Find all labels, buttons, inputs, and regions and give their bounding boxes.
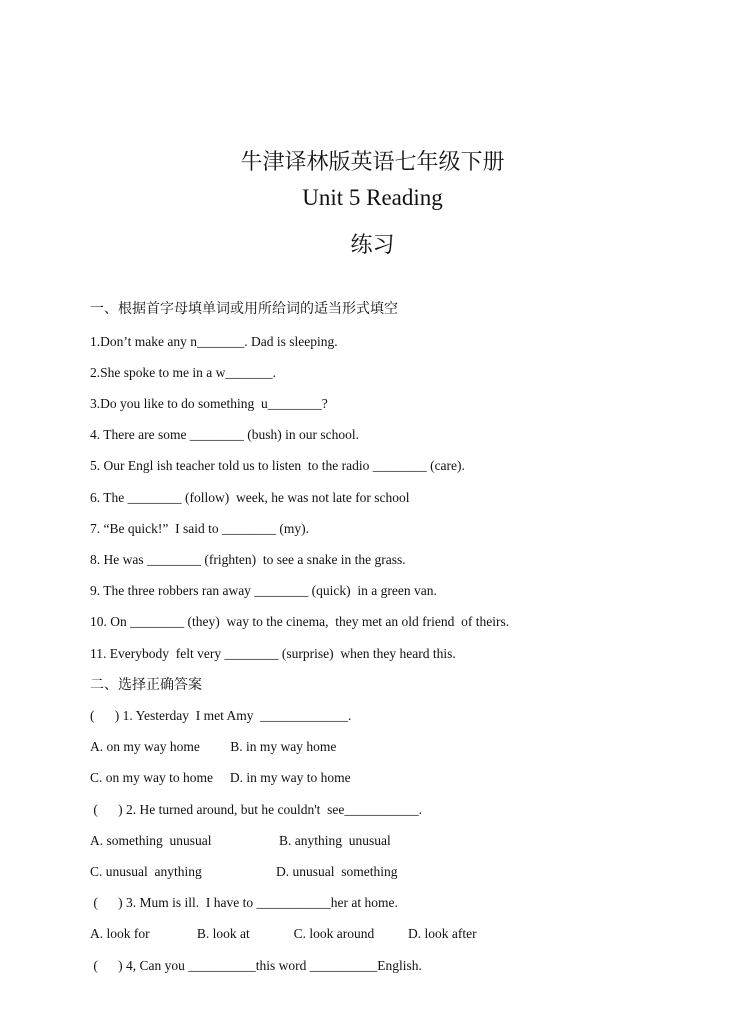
answer-options: C. unusual anything D. unusual something [90, 864, 398, 879]
exercise-item: 1.Don’t make any n_______. Dad is sleeping. [90, 334, 338, 349]
exercise-item: 2.She spoke to me in a w_______. [90, 365, 276, 380]
answer-options: A. look for B. look at C. look around D. look after [90, 926, 477, 941]
document-title-unit: Unit 5 Reading [302, 185, 443, 210]
exercise-item: 8. He was ________ (frighten) to see a snake in the grass. [90, 552, 406, 567]
exercise-item: 9. The three robbers ran away ________ (quick) in a green van. [90, 583, 437, 598]
exercise-item: 5. Our Engl ish teacher told us to listen to the radio ________ (care). [90, 458, 465, 473]
answer-options: A. on my way home B. in my way home [90, 739, 337, 754]
question-line: ( ) 4, Can you __________this word __________English. [90, 958, 422, 973]
exercise-item: 11. Everybody felt very ________ (surprise) when they heard this. [90, 646, 456, 661]
section1-heading: 一、根据首字母填单词或用所给词的适当形式填空 [90, 301, 398, 317]
exercise-item: 10. On ________ (they) way to the cinema, they met an old friend of theirs. [90, 614, 510, 629]
section2-heading: 二、选择正确答案 [90, 677, 202, 693]
exercise-item: 6. The ________ (follow) week, he was not late for school [90, 490, 410, 505]
document-subtitle: 练习 [350, 233, 395, 258]
exercise-item: 4. There are some ________ (bush) in our school. [90, 427, 359, 442]
exercise-item: 7. “Be quick!” I said to ________ (my). [90, 521, 309, 536]
question-line: ( ) 1. Yesterday I met Amy _____________. [90, 708, 352, 723]
document-title-chinese: 牛津译林版英语七年级下册 [240, 150, 505, 175]
exercise-item: 3.Do you like to do something u________? [90, 396, 328, 411]
answer-options: C. on my way to home D. in my way to home [90, 770, 351, 785]
question-line: ( ) 2. He turned around, but he couldn't see___________. [90, 802, 422, 817]
question-line: ( ) 3. Mum is ill. I have to ___________her at home. [90, 895, 398, 910]
answer-options: A. something unusual B. anything unusual [90, 833, 391, 848]
